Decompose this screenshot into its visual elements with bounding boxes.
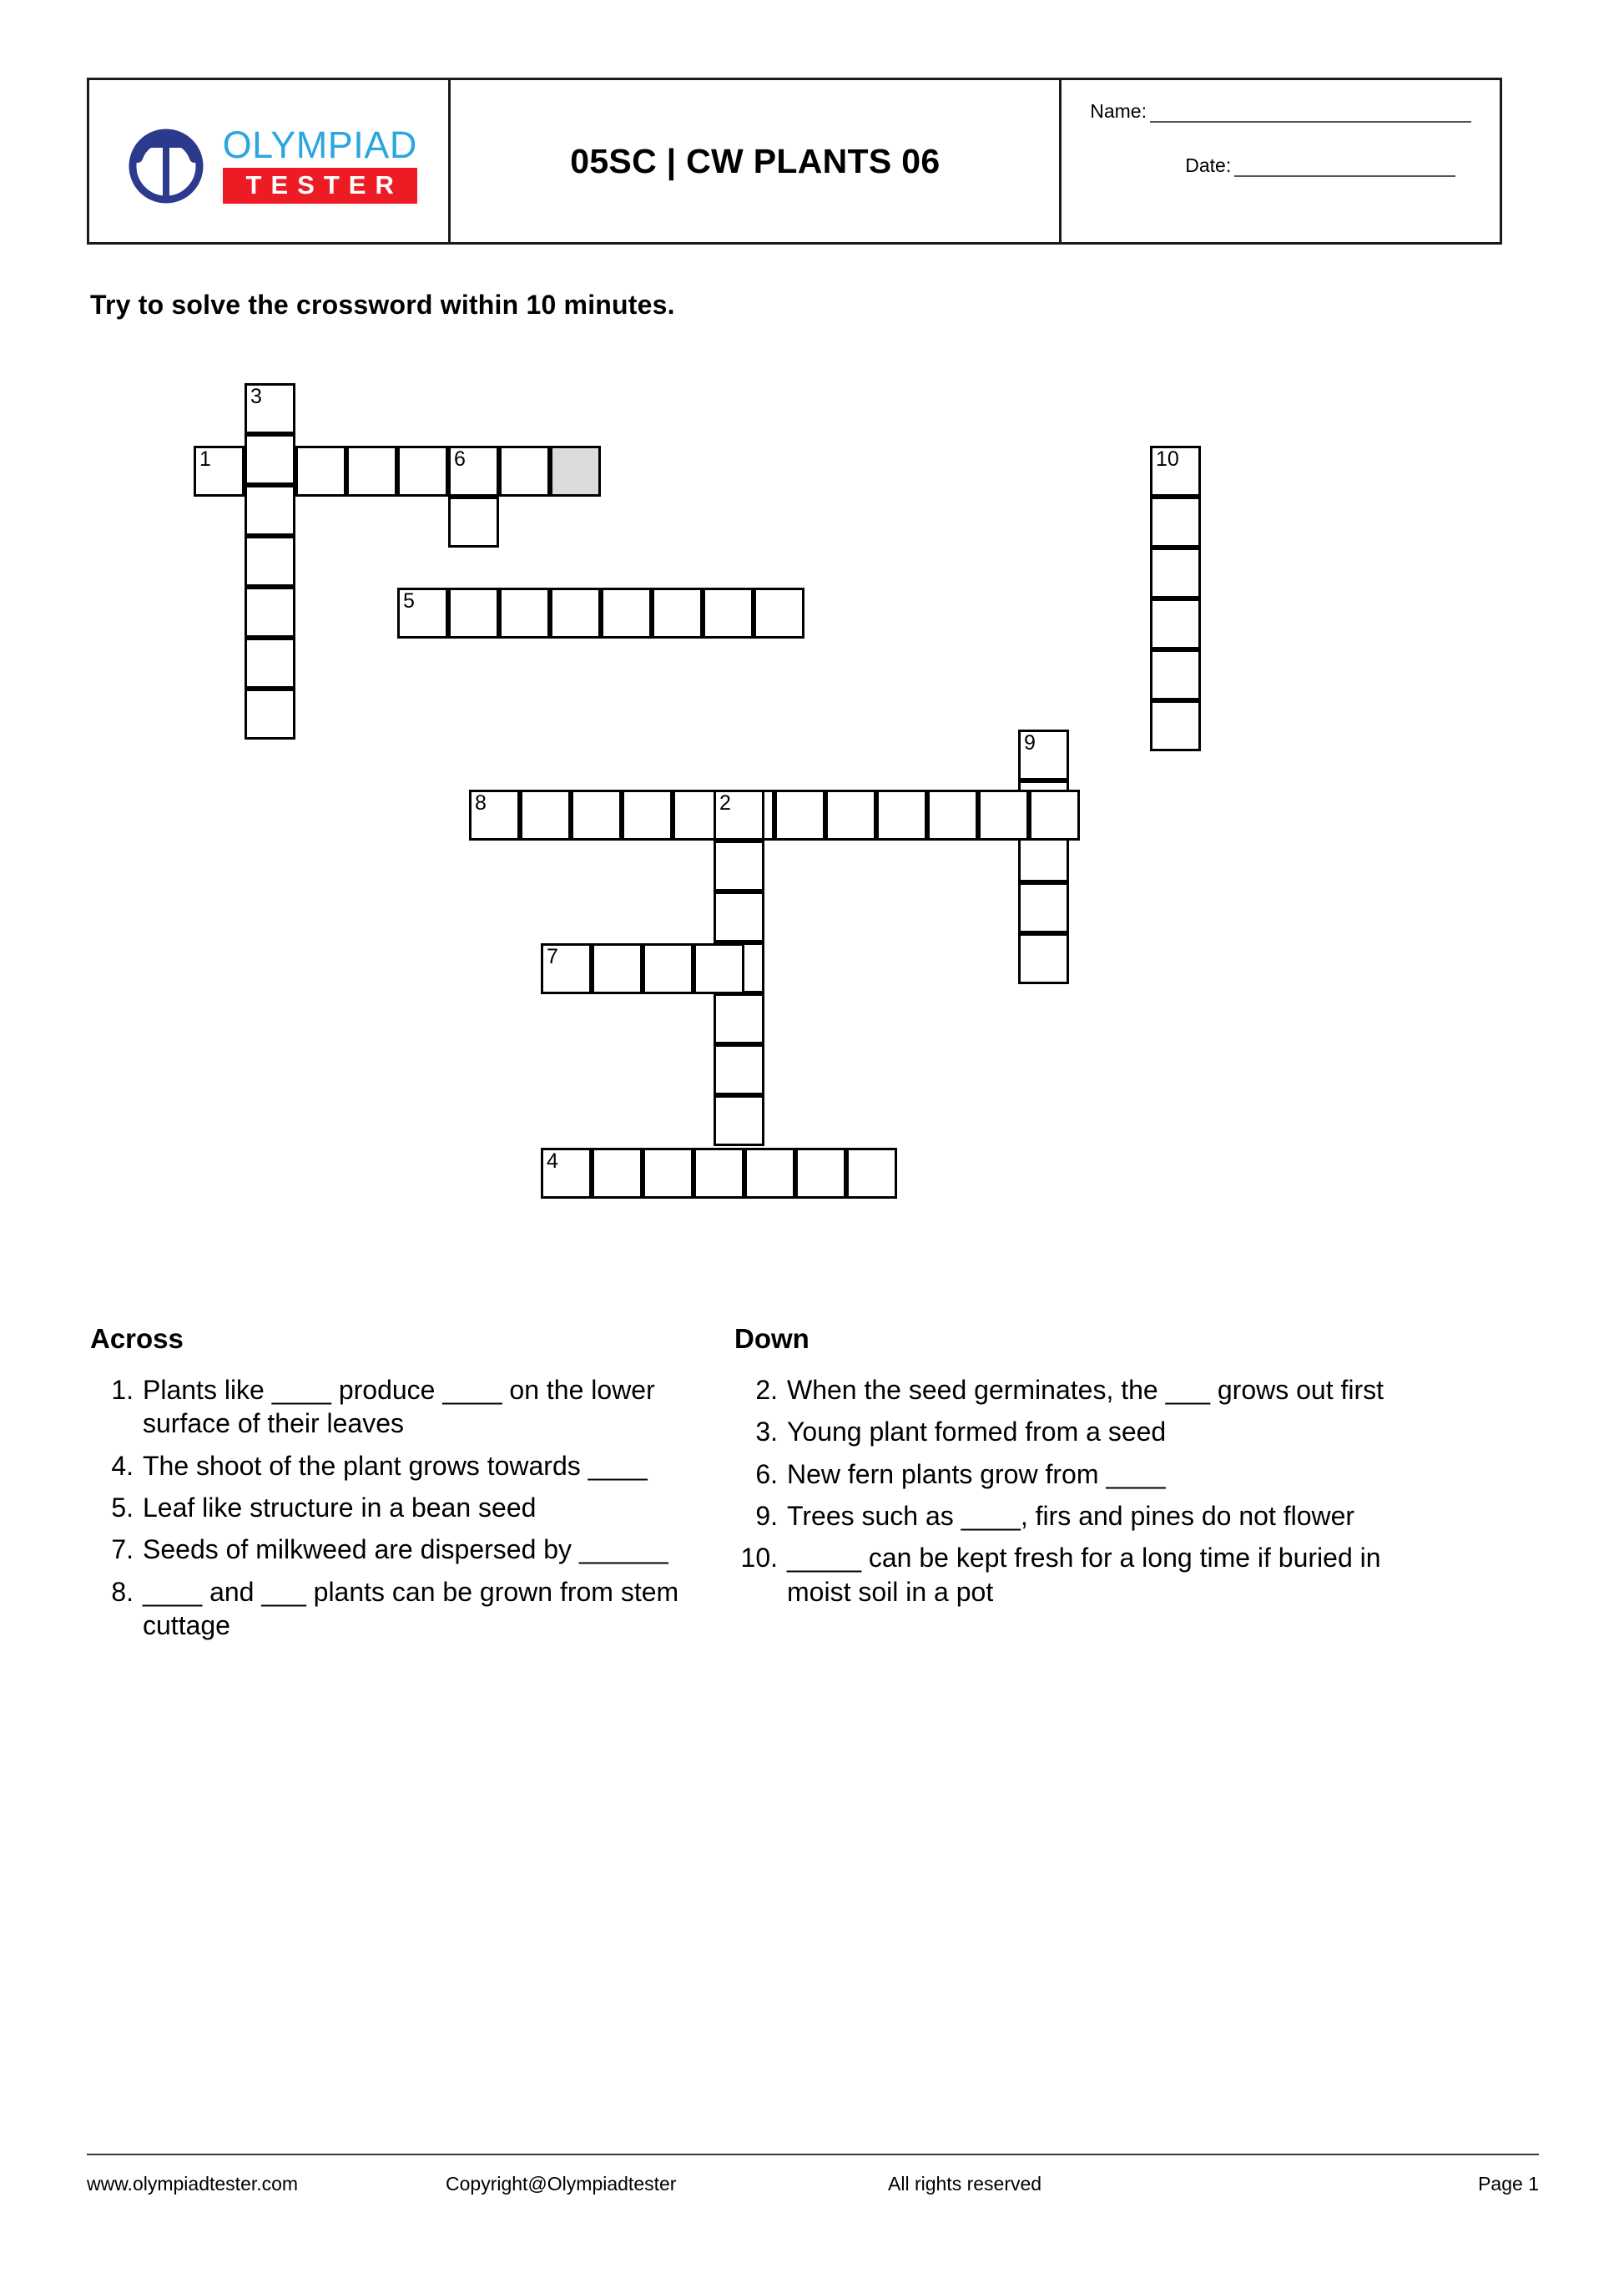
clue-text: Plants like ____ produce ____ on the lower surface of their leaves (143, 1375, 655, 1439)
page-title: 05SC | CW PLANTS 06 (570, 141, 941, 180)
down-clues-column (701, 1323, 1402, 1650)
crossword-cell[interactable] (1150, 497, 1201, 548)
crossword-cell[interactable] (714, 841, 764, 892)
header-logo-cell (89, 80, 451, 242)
crossword-cell[interactable] (1150, 599, 1201, 649)
logo-primary-text: OLYMPIAD (222, 124, 417, 167)
crossword-clue-number-4: 4 (547, 1149, 558, 1173)
crossword-cell[interactable] (295, 446, 346, 497)
crossword-cell[interactable] (397, 588, 448, 639)
crossword-cell[interactable] (194, 446, 245, 497)
footer-rights: All rights reserved (888, 2173, 1042, 2195)
crossword-cell[interactable] (245, 383, 295, 434)
crossword-cell[interactable] (703, 588, 754, 639)
olympiad-circle-t-logo-icon (121, 119, 211, 210)
crossword-cell[interactable] (1029, 790, 1080, 841)
clue-item-across-5 (90, 1491, 701, 1524)
clue-text: Trees such as ____, firs and pines do not flower (787, 1500, 1355, 1531)
crossword-cell[interactable] (714, 1044, 764, 1095)
crossword-cell[interactable] (795, 1148, 846, 1199)
clue-text: _____ can be kept fresh for a long time if buried in moist soil in a pot (787, 1543, 1381, 1607)
crossword-cell[interactable] (448, 446, 499, 497)
crossword-cell[interactable] (622, 790, 673, 841)
crossword-clue-number-8: 8 (475, 791, 487, 815)
name-label: Name: (1090, 100, 1147, 122)
crossword-cell[interactable] (1018, 730, 1069, 780)
date-label: Date: (1185, 154, 1232, 176)
crossword-cell[interactable] (774, 790, 825, 841)
across-heading: Across (90, 1323, 184, 1354)
crossword-cell[interactable] (652, 588, 703, 639)
clue-item-across-8 (90, 1575, 701, 1643)
crossword-clue-number-7: 7 (547, 945, 558, 968)
clue-number: 8. (111, 1576, 134, 1607)
logo-wordmark (223, 125, 417, 204)
crossword-clue-number-6: 6 (454, 447, 466, 471)
crossword-cell[interactable] (245, 536, 295, 587)
clue-item-down-10 (734, 1541, 1402, 1609)
crossword-cell[interactable] (643, 1148, 693, 1199)
crossword-cell[interactable] (541, 1148, 592, 1199)
crossword-cell[interactable] (1150, 548, 1201, 599)
clue-text: Seeds of milkweed are dispersed by ______ (143, 1534, 668, 1565)
footer-page-number: Page 1 (1478, 2173, 1539, 2195)
crossword-cell[interactable] (346, 446, 397, 497)
crossword-cell[interactable] (643, 943, 693, 994)
clue-text: ____ and ___ plants can be grown from stem cuttage (143, 1576, 679, 1640)
across-clue-list (90, 1373, 701, 1642)
crossword-cell[interactable] (601, 588, 652, 639)
clue-item-across-7 (90, 1533, 701, 1566)
crossword-cell[interactable] (592, 943, 643, 994)
crossword-cell[interactable] (1150, 649, 1201, 700)
name-field-row (1090, 100, 1471, 123)
crossword-cell[interactable] (1150, 700, 1201, 751)
header-meta-cell (1062, 80, 1500, 242)
crossword-clue-number-3: 3 (250, 385, 262, 408)
clue-text: The shoot of the plant grows towards ____ (143, 1450, 648, 1481)
crossword-cell[interactable] (846, 1148, 897, 1199)
across-clues-column (0, 1323, 701, 1650)
crossword-cell[interactable] (1018, 882, 1069, 933)
clue-number: 5. (111, 1492, 134, 1523)
crossword-clue-number-5: 5 (403, 589, 415, 613)
crossword-cell[interactable] (693, 943, 744, 994)
clue-text: Young plant formed from a seed (787, 1417, 1167, 1447)
crossword-cell[interactable] (469, 790, 520, 841)
footer-divider (87, 2154, 1539, 2155)
clue-number: 7. (111, 1534, 134, 1565)
crossword-cell[interactable] (714, 993, 764, 1044)
crossword-cell[interactable] (714, 790, 764, 841)
logo-secondary-text: TESTER (223, 168, 417, 204)
crossword-clue-number-10: 10 (1156, 447, 1179, 471)
crossword-cell[interactable] (1150, 446, 1201, 497)
clue-item-across-4 (90, 1449, 701, 1483)
crossword-cell[interactable] (499, 446, 550, 497)
clue-text: When the seed germinates, the ___ grows out first (787, 1375, 1384, 1405)
crossword-cell[interactable] (550, 588, 601, 639)
clue-item-down-3 (734, 1415, 1402, 1448)
olympiad-tester-logo (121, 119, 417, 210)
crossword-cell[interactable] (693, 1148, 744, 1199)
clue-number: 6. (755, 1458, 778, 1489)
worksheet-header (87, 78, 1502, 245)
clue-number: 10. (740, 1543, 778, 1573)
instruction-text: Try to solve the crossword within 10 minutes. (90, 290, 675, 320)
clue-text: Leaf like structure in a bean seed (143, 1492, 537, 1523)
crossword-cell[interactable] (541, 943, 592, 994)
crossword-cell[interactable] (592, 1148, 643, 1199)
crossword-cell[interactable] (714, 892, 764, 942)
clue-item-down-2 (734, 1373, 1402, 1407)
crossword-cell[interactable] (825, 790, 876, 841)
crossword-cell[interactable] (571, 790, 622, 841)
page-footer (87, 2173, 1539, 2195)
date-input-line[interactable] (1234, 156, 1455, 177)
clues-section (0, 1323, 1624, 1650)
crossword-cell[interactable] (714, 1095, 764, 1146)
crossword-clue-number-1: 1 (199, 447, 211, 471)
crossword-cell[interactable] (876, 790, 927, 841)
crossword-cell[interactable] (927, 790, 978, 841)
down-heading: Down (734, 1323, 809, 1354)
name-input-line[interactable] (1150, 102, 1471, 123)
clue-item-down-9 (734, 1499, 1402, 1533)
crossword-cell[interactable] (754, 588, 804, 639)
clue-number: 9. (755, 1500, 778, 1531)
crossword-cell[interactable] (448, 497, 499, 548)
footer-website[interactable]: www.olympiadtester.com (87, 2173, 299, 2195)
down-clue-list (734, 1373, 1402, 1609)
clue-text: New fern plants grow from ____ (787, 1458, 1166, 1489)
crossword-clue-number-9: 9 (1024, 731, 1036, 755)
crossword-cell[interactable] (245, 638, 295, 689)
crossword-cell[interactable] (245, 689, 295, 740)
clue-number: 3. (755, 1417, 778, 1447)
crossword-cell[interactable] (448, 588, 499, 639)
crossword-cell[interactable] (245, 485, 295, 536)
clue-number: 2. (755, 1375, 778, 1405)
clue-item-across-1 (90, 1373, 701, 1441)
crossword-cell[interactable] (245, 587, 295, 638)
crossword-clue-number-2: 2 (719, 791, 731, 815)
clue-number: 4. (111, 1450, 134, 1481)
crossword-cell[interactable] (499, 588, 550, 639)
crossword-cell[interactable] (1018, 933, 1069, 984)
date-field-row (1090, 154, 1471, 177)
crossword-cell[interactable] (397, 446, 448, 497)
header-title-cell (451, 80, 1062, 242)
crossword-cell-shaded[interactable] (550, 446, 601, 497)
clue-number: 1. (111, 1375, 134, 1405)
crossword-cell[interactable] (744, 1148, 795, 1199)
crossword-cell[interactable] (245, 434, 295, 485)
crossword-cell[interactable] (978, 790, 1029, 841)
clue-item-down-6 (734, 1457, 1402, 1491)
footer-copyright: Copyright@Olympiadtester (446, 2173, 677, 2195)
crossword-cell[interactable] (520, 790, 571, 841)
